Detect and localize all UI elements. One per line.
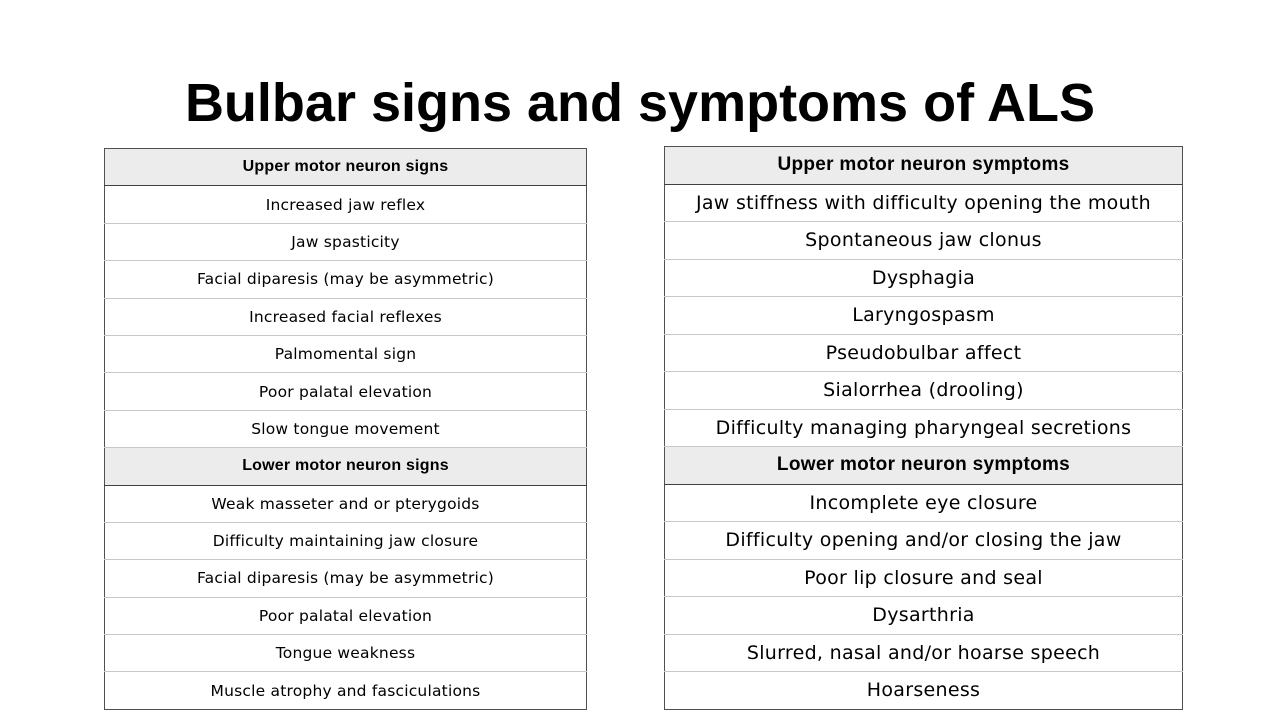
table-cell: Laryngospasm [665, 297, 1183, 335]
table-header-row [665, 147, 1183, 185]
table-row [665, 597, 1183, 635]
upper-motor-neuron-signs-header: Upper motor neuron signs [105, 149, 587, 186]
table-row [105, 335, 587, 372]
symptoms-table [664, 146, 1183, 710]
table-cell: Increased facial reflexes [105, 298, 587, 335]
table-cell: Dysphagia [665, 259, 1183, 297]
table-row [105, 261, 587, 298]
table-row [105, 485, 587, 522]
table-row [665, 334, 1183, 372]
table-row [105, 298, 587, 335]
table-row [105, 560, 587, 597]
table-cell: Facial diparesis (may be asymmetric) [105, 560, 587, 597]
table-row [665, 297, 1183, 335]
table-row [105, 597, 587, 634]
table-row [665, 522, 1183, 560]
table-row [105, 223, 587, 260]
table-cell: Jaw stiffness with difficulty opening the mouth [665, 184, 1183, 222]
table-row [105, 635, 587, 672]
table-row [665, 222, 1183, 260]
signs-table [104, 148, 587, 710]
table-cell: Difficulty managing pharyngeal secretions [665, 409, 1183, 447]
table-cell: Palmomental sign [105, 335, 587, 372]
table-header-row [105, 448, 587, 485]
lower-motor-neuron-signs-header: Lower motor neuron signs [105, 448, 587, 485]
table-row [665, 259, 1183, 297]
table-header-row [105, 149, 587, 186]
table-cell: Poor palatal elevation [105, 373, 587, 410]
table-cell: Spontaneous jaw clonus [665, 222, 1183, 260]
table-cell: Difficulty opening and/or closing the jaw [665, 522, 1183, 560]
table-cell: Muscle atrophy and fasciculations [105, 672, 587, 709]
table-cell: Poor palatal elevation [105, 597, 587, 634]
table-cell: Tongue weakness [105, 635, 587, 672]
table-cell: Poor lip closure and seal [665, 559, 1183, 597]
table-cell: Sialorrhea (drooling) [665, 372, 1183, 410]
table-cell: Difficulty maintaining jaw closure [105, 522, 587, 559]
table-row [665, 184, 1183, 222]
table-row [665, 409, 1183, 447]
table-row [665, 672, 1183, 710]
table-row [105, 373, 587, 410]
upper-motor-neuron-symptoms-header: Upper motor neuron symptoms [665, 147, 1183, 185]
table-cell: Pseudobulbar affect [665, 334, 1183, 372]
table-row [105, 186, 587, 223]
table-row [665, 372, 1183, 410]
table-row [665, 634, 1183, 672]
table-row [665, 559, 1183, 597]
table-cell: Weak masseter and or pterygoids [105, 485, 587, 522]
table-cell: Hoarseness [665, 672, 1183, 710]
table-row [665, 484, 1183, 522]
slide-title: Bulbar signs and symptoms of ALS [184, 73, 1096, 133]
table-cell: Incomplete eye closure [665, 484, 1183, 522]
table-cell: Dysarthria [665, 597, 1183, 635]
table-cell: Slurred, nasal and/or hoarse speech [665, 634, 1183, 672]
table-cell: Facial diparesis (may be asymmetric) [105, 261, 587, 298]
table-row [105, 672, 587, 709]
lower-motor-neuron-symptoms-header: Lower motor neuron symptoms [665, 447, 1183, 485]
table-cell: Slow tongue movement [105, 410, 587, 447]
table-cell: Jaw spasticity [105, 223, 587, 260]
table-row [105, 522, 587, 559]
table-row [105, 410, 587, 447]
table-header-row [665, 447, 1183, 485]
table-cell: Increased jaw reflex [105, 186, 587, 223]
